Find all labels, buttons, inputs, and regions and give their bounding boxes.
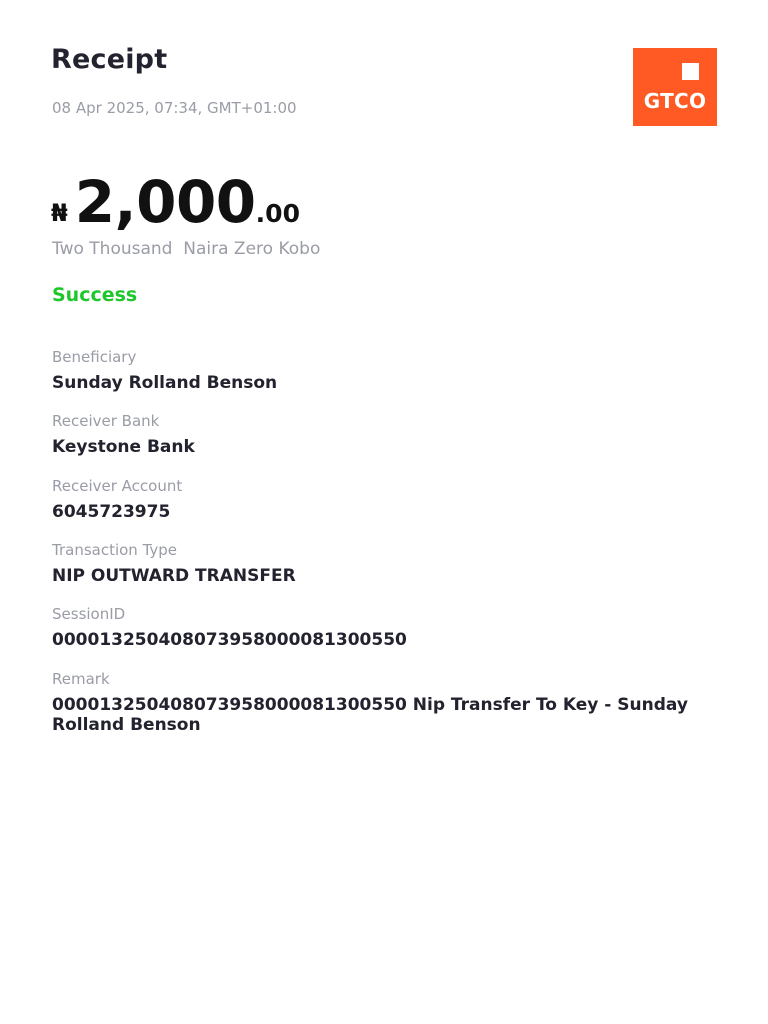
gtco-logo — [633, 48, 717, 126]
detail-value: 6045723975 — [52, 502, 171, 522]
detail-label: Receiver Bank — [52, 412, 160, 430]
detail-beneficiary — [52, 348, 732, 393]
receipt-datetime: 08 Apr 2025, 07:34, GMT+01:00 — [52, 99, 297, 117]
amount-in-words: Two Thousand Naira Zero Kobo — [52, 239, 321, 259]
detail-session-id — [52, 605, 732, 650]
naira-icon: ₦ — [51, 199, 68, 227]
detail-label: SessionID — [52, 605, 126, 623]
detail-value: NIP OUTWARD TRANSFER — [52, 566, 296, 586]
detail-receiver-account — [52, 477, 732, 522]
status-badge: Success — [52, 284, 138, 306]
detail-value: 000013250408073958000081300550 — [52, 630, 407, 650]
logo-text: GTCO — [643, 89, 707, 113]
detail-transaction-type — [52, 541, 732, 586]
detail-label: Beneficiary — [52, 348, 137, 366]
logo-square-icon — [682, 63, 699, 80]
amount-major: 2,000 — [74, 168, 256, 236]
page-title: Receipt — [51, 44, 168, 75]
detail-value: 000013250408073958000081300550 Nip Transfer To Key - Sunday Rolland Benson — [52, 695, 688, 735]
detail-receiver-bank — [52, 412, 732, 457]
detail-label: Receiver Account — [52, 477, 183, 495]
detail-label: Remark — [52, 670, 110, 688]
detail-remark — [52, 670, 732, 735]
amount-minor: .00 — [255, 199, 300, 228]
detail-value: Keystone Bank — [52, 437, 195, 457]
amount-display — [51, 168, 300, 248]
detail-label: Transaction Type — [52, 541, 178, 559]
detail-value: Sunday Rolland Benson — [52, 373, 278, 393]
